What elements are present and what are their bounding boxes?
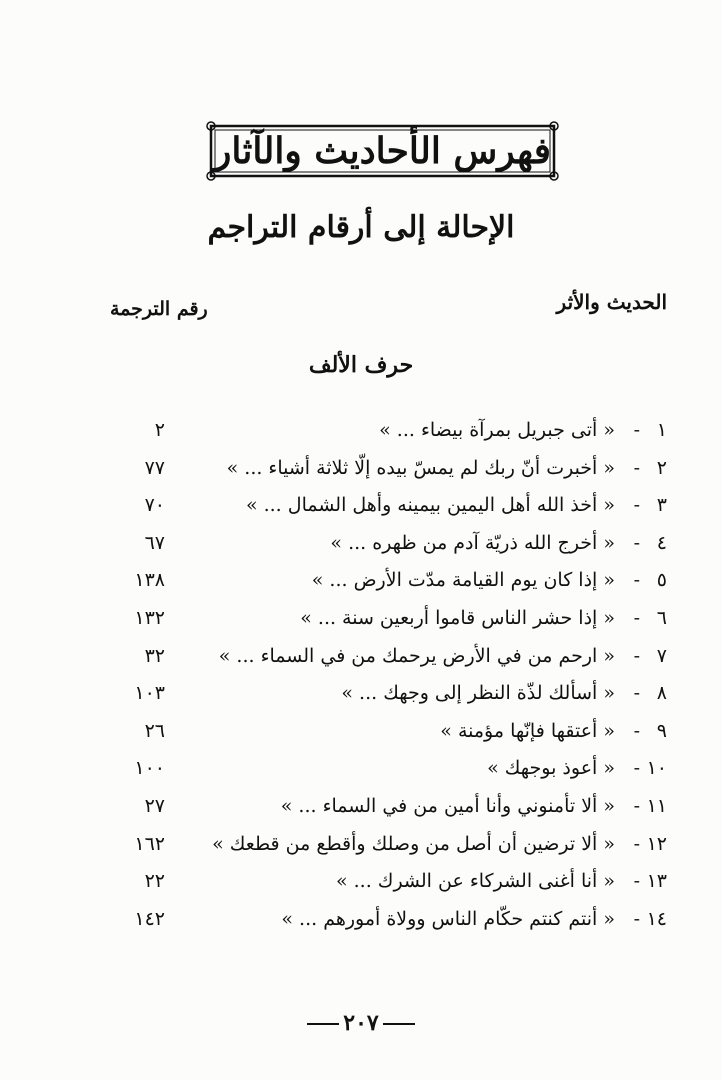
entry-text: « أسألك لذّة النظر إلى وجهك ... » — [341, 682, 615, 705]
entry-separator: - — [633, 531, 640, 554]
entry-reference: ١٠٠ — [134, 757, 165, 780]
entry-text: « أتى جبريل بمرآة بيضاء ... » — [379, 419, 615, 441]
entry-text: « أعتقها فإنّها مؤمنة » — [440, 719, 615, 742]
entry-text: « ألا تأمنوني وأنا أمين من في السماء ... » — [280, 794, 615, 817]
entry-number: ٤ — [656, 531, 667, 554]
entry-separator: - — [633, 794, 640, 817]
index-list — [0, 412, 722, 938]
list-item — [0, 826, 722, 864]
entry-text: « أعوذ بوجهك » — [487, 757, 615, 780]
entry-text: « إذا حشر الناس قاموا أربعين سنة ... » — [300, 606, 615, 629]
entry-text: « ارحم من في الأرض يرحمك من في السماء ... » — [218, 644, 615, 667]
entry-number: ١٣ — [646, 870, 667, 893]
entry-number: ٦ — [656, 606, 667, 629]
entry-reference: ٢٧ — [144, 794, 165, 817]
entry-number: ٣ — [656, 494, 667, 517]
column-heading-hadith: الحديث والأثر — [556, 290, 667, 314]
entry-reference: ٢ — [154, 419, 165, 441]
entry-reference: ١٣٨ — [134, 569, 165, 592]
entry-number: ١١ — [646, 794, 667, 817]
page-title: فهرس الأحاديث والآثار — [214, 130, 551, 172]
page-footer — [0, 1010, 722, 1036]
entry-separator: - — [633, 907, 640, 930]
entry-text: « أنا أغنى الشركاء عن الشرك ... » — [335, 870, 615, 893]
entry-number: ١ — [656, 419, 667, 441]
entry-reference: ٦٧ — [144, 531, 165, 554]
list-item — [0, 675, 722, 713]
section-heading: حرف الألف — [308, 352, 414, 378]
entry-separator: - — [633, 719, 640, 742]
subtitle: الإحالة إلى أرقام التراجم — [207, 210, 515, 245]
list-item — [0, 901, 722, 939]
entry-separator: - — [633, 870, 640, 893]
entry-separator: - — [633, 494, 640, 517]
entry-separator: - — [633, 682, 640, 705]
entry-reference: ٧٠ — [144, 494, 165, 517]
list-item — [0, 450, 722, 488]
entry-separator: - — [633, 456, 640, 479]
footer-rule — [307, 1023, 339, 1025]
entry-text: « أخبرت أنّ ربك لم يمسّ بيده إلّا ثلاثة أشياء ... » — [226, 456, 615, 479]
list-item — [0, 487, 722, 525]
list-item — [0, 863, 722, 901]
entry-number: ٢ — [656, 456, 667, 479]
entry-reference: ٣٢ — [144, 644, 165, 667]
entry-number: ٨ — [656, 682, 667, 705]
entry-number: ٥ — [656, 569, 667, 592]
column-heading-reference: رقم الترجمة — [110, 298, 208, 320]
entry-text: « ألا ترضين أن أصل من وصلك وأقطع من قطعك » — [212, 832, 615, 855]
entry-number: ٩ — [656, 719, 667, 742]
list-item — [0, 788, 722, 826]
list-item — [0, 600, 722, 638]
entry-text: « أخذ الله أهل اليمين بيمينه وأهل الشمال ... » — [245, 494, 615, 517]
entry-text: « إذا كان يوم القيامة مدّت الأرض ... » — [311, 569, 615, 592]
entry-reference: ١٣٢ — [134, 606, 165, 629]
entry-text: « أنتم كنتم حكّام الناس وولاة أمورهم ... » — [281, 907, 615, 930]
list-item — [0, 412, 722, 450]
page-number: ٢٠٧ — [343, 1010, 379, 1036]
entry-separator: - — [633, 419, 640, 441]
entry-separator: - — [633, 569, 640, 592]
entry-separator: - — [633, 644, 640, 667]
entry-separator: - — [633, 606, 640, 629]
list-item — [0, 638, 722, 676]
entry-number: ١٠ — [646, 757, 667, 780]
entry-reference: ٧٧ — [144, 456, 165, 479]
list-item — [0, 750, 722, 788]
entry-number: ٧ — [656, 644, 667, 667]
entry-reference: ١٤٢ — [134, 907, 165, 930]
entry-number: ١٤ — [646, 907, 667, 930]
list-item — [0, 713, 722, 751]
entry-separator: - — [633, 832, 640, 855]
entry-text: « أخرج الله ذريّة آدم من ظهره ... » — [330, 531, 615, 554]
footer-rule — [383, 1023, 415, 1025]
list-item — [0, 525, 722, 563]
title-frame — [205, 120, 560, 182]
entry-number: ١٢ — [646, 832, 667, 855]
entry-reference: ٢٢ — [144, 870, 165, 893]
list-item — [0, 562, 722, 600]
entry-reference: ١٠٣ — [134, 682, 165, 705]
entry-separator: - — [633, 757, 640, 780]
entry-reference: ١٦٢ — [134, 832, 165, 855]
entry-reference: ٢٦ — [144, 719, 165, 742]
